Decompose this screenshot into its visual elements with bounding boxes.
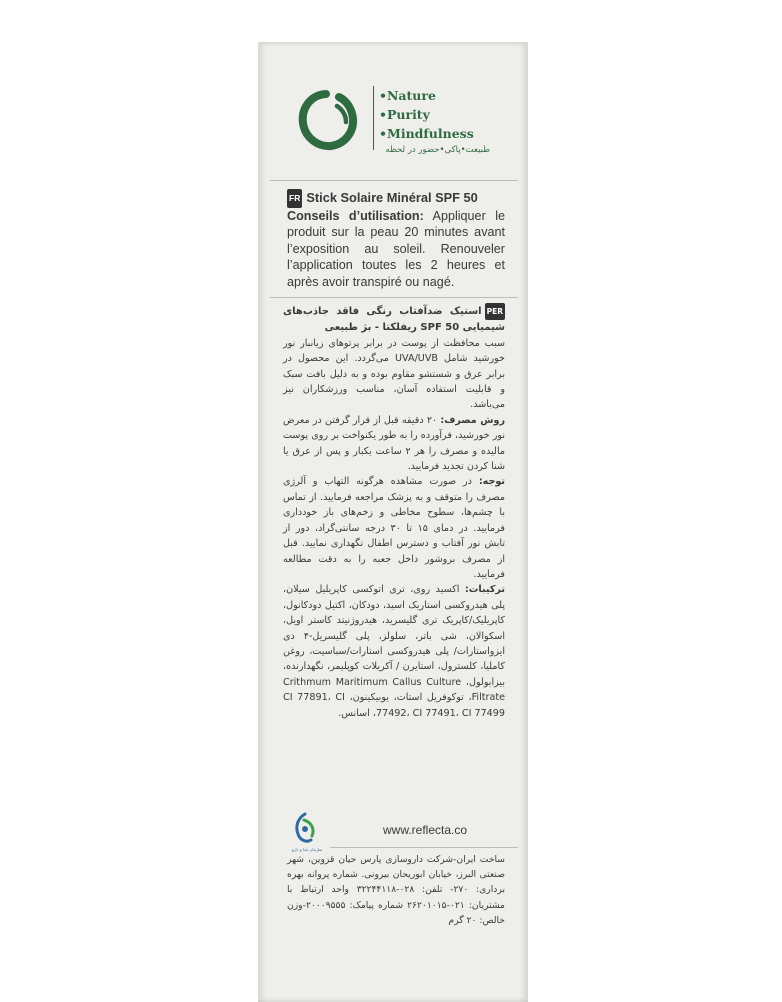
french-usage-label: Conseils d’utilisation: <box>287 208 424 223</box>
persian-warning-label: توجه: <box>478 476 505 488</box>
fda-label: سازمان غذا و دارو <box>291 847 323 852</box>
persian-ingredients-text: اکسید روی، تری اتوکسی کاپریلیل سیلان، پلی هیدروکسی استاریک اسید، دودکان، اکتیل دودکانول، کاپریلیک/کاپریک تری گلیسرید، هیدروژنیتد کاستر اویل، اسکوالان، شی باتر، سلولز، پلی گلیسریل-۴ دی ایزواستارات/ پلی هیدروکسی استارات/سباسیت، روغن کاملیا، کلسترول، استایرن / آکریلات کوپلیمر، نگهدارنده، بیزابولول، Crithmum Maritimum Callus Culture Filtrate، توکوفریل استات، یوبیکینون، CI 77891، CI 77492، CI 77491، CI 77499، اسانس. <box>283 584 505 719</box>
divider-bottom <box>330 847 518 848</box>
tagline-persian: طبیعت•پاکی•حضور در لحظه <box>385 145 490 155</box>
persian-section <box>283 303 505 721</box>
box-right-edge <box>525 42 528 1000</box>
website-url: www.reflecta.co <box>383 823 468 837</box>
divider-top <box>270 180 518 181</box>
french-usage-text: Appliquer le produit sur la peau 20 minutes avant l’exposition au soleil. Renouveler l’application toutes les 2 heures et après avoir transpiré ou nagé. <box>287 208 505 289</box>
logo-divider <box>373 86 374 150</box>
brand-tagline <box>379 86 474 143</box>
tagline-nature: •Nature <box>379 88 436 103</box>
enso-circle-logo <box>296 88 360 152</box>
lang-badge-per: PER <box>485 303 505 320</box>
lang-badge-fr: FR <box>287 189 302 208</box>
divider-middle <box>270 297 518 298</box>
persian-title: استیک ضدآفتاب رنگی فاقد جاذب‌های شیمیایی SPF 50 ریفلکتا - بژ طبیعی <box>283 306 505 334</box>
persian-usage-label: روش مصرف: <box>440 414 505 426</box>
manufacturer-address: ساخت ایران-شرکت داروسازی پارس حیان قزوین، شهر صنعتی البرز، خیابان ابوریحان بیرونی. شماره پروانه بهره برداری: ۲۷۰- تلفن: ۰۲۸-۳۲۲۴۴۱۱۸ واحد ارتباط با مشتریان: ۰۲۱-۲۶۲۰۱۰۱۵ شماره پیامک: ۲۰۰۰۹۵۵۵-وزن خالص: ۲۰ گرم <box>287 854 505 926</box>
french-section <box>287 189 505 290</box>
french-title: Stick Solaire Minéral SPF 50 <box>306 190 478 205</box>
box-left-edge <box>258 42 261 1000</box>
persian-description: سبب محافظت از پوست در برابر پرتوهای زیانبار نور خورشید شامل UVA/UVB می‌گردد. این محصول در برابر عرق و شستشو مقاوم بوده و به دلیل بافت سبک و قابلیت استفاده آسان، مناسب ورزشکاران نیز می‌باشد. <box>283 337 505 411</box>
tagline-purity: •Purity <box>379 107 430 122</box>
tagline-mindfulness: •Mindfulness <box>379 126 474 141</box>
persian-usage-text: ۲۰ دقیقه قبل از قرار گرفتن در معرض نور خورشید، فرآورده را به طور یکنواخت بر روی پوست مالیده و مصرف را هر ۲ ساعت یکبار و پس از عرق یا شنا کردن تجدید فرمایید. <box>283 414 506 473</box>
persian-ingredients-label: ترکیبات: <box>464 584 505 596</box>
persian-warning-text: در صورت مشاهده هرگونه التهاب و آلرژی مصرف را متوقف و به پزشک مراجعه فرمایید. از تماس با چشم‌ها، سطوح مخاطی و زخم‌های باز خودداری فرمایید. در دمای ۱۵ تا ۳۰ درجه سانتی‌گراد، دور از تابش نور آفتاب و دسترس اطفال نگهداری نمایید. قبل از مصرف بروشور داخل جعبه را به دقت مطالعه فرمایید. <box>283 476 505 580</box>
fda-logo-icon <box>289 810 321 848</box>
